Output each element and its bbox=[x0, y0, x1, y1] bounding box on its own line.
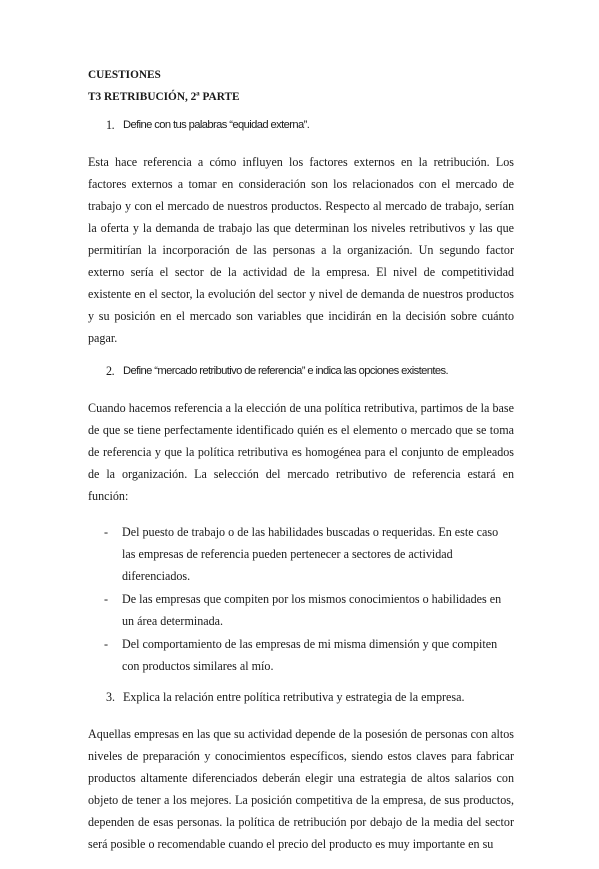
bullet-marker: - bbox=[104, 592, 109, 606]
list-item bbox=[88, 588, 514, 632]
question-3-number: 3. bbox=[106, 690, 116, 704]
question-3 bbox=[106, 689, 514, 705]
bullet-text: Del puesto de trabajo o de las habilidades buscadas o requeridas. En este caso las empresas de referencia pueden pertenecer a sectores de actividad diferenciados. bbox=[122, 525, 499, 583]
bullet-marker: - bbox=[104, 525, 109, 539]
document-title: CUESTIONES bbox=[88, 69, 161, 81]
answer-2: Cuando hacemos referencia a la elección de una política retributiva, partimos de la base de que se tiene perfectamente identificado quién es el elemento o mercado que se toma de referencia y que la política retributiva es homogénea para el conjunto de empleados de la organización. La selección del mercado retributivo de referencia estará en función: bbox=[88, 401, 514, 503]
question-1-number: 1. bbox=[106, 118, 115, 132]
list-item bbox=[88, 521, 514, 587]
answer-2-bullet-list bbox=[88, 521, 514, 677]
question-1 bbox=[106, 117, 514, 133]
document-page bbox=[88, 68, 514, 869]
list-item bbox=[88, 633, 514, 677]
bullet-text: Del comportamiento de las empresas de mi misma dimensión y que compiten con productos similares al mío. bbox=[122, 637, 498, 673]
answer-3: Aquellas empresas en las que su actividad depende de la posesión de personas con altos niveles de preparación y conocimientos específicos, siendo estos claves para fabricar productos altamente diferenciados deberán elegir una estrategia de altos salarios con objeto de tener a los mejores. La posición competitiva de la empresa, de sus productos, dependen de esas personas. la política de retribución por debajo de la media del sector será posible o recomendable cuando el precio del producto es muy importante en su bbox=[88, 727, 514, 851]
question-2 bbox=[106, 363, 514, 379]
document-subtitle: T3 RETRIBUCIÓN, 2ª PARTE bbox=[88, 91, 240, 103]
bullet-marker: - bbox=[104, 637, 109, 651]
question-2-text: Define “mercado retributivo de referencia” e indica las opciones existentes. bbox=[123, 365, 449, 377]
question-2-number: 2. bbox=[106, 364, 115, 378]
bullet-text: De las empresas que compiten por los mismos conocimientos o habilidades en un área determinada. bbox=[122, 592, 502, 628]
answer-1: Esta hace referencia a cómo influyen los factores externos en la retribución. Los factores externos a tomar en consideración son los relacionados con el mercado de trabajo y con el mercado de nuestros productos. Respecto al mercado de trabajo, serían la oferta y la demanda de trabajo las que determinan los niveles retributivos y las que permitirían la incorporación de las personas a la organización. Un segundo factor externo sería el sector de la actividad de la empresa. El nivel de competitividad existente en el sector, la evolución del sector y nivel de demanda de nuestros productos y su posición en el mercado son variables que incidirán en la decisión sobre cuánto pagar. bbox=[88, 155, 514, 345]
question-1-text: Define con tus palabras “equidad externa”. bbox=[123, 119, 310, 131]
question-3-text: Explica la relación entre política retributiva y estrategia de la empresa. bbox=[123, 690, 465, 704]
